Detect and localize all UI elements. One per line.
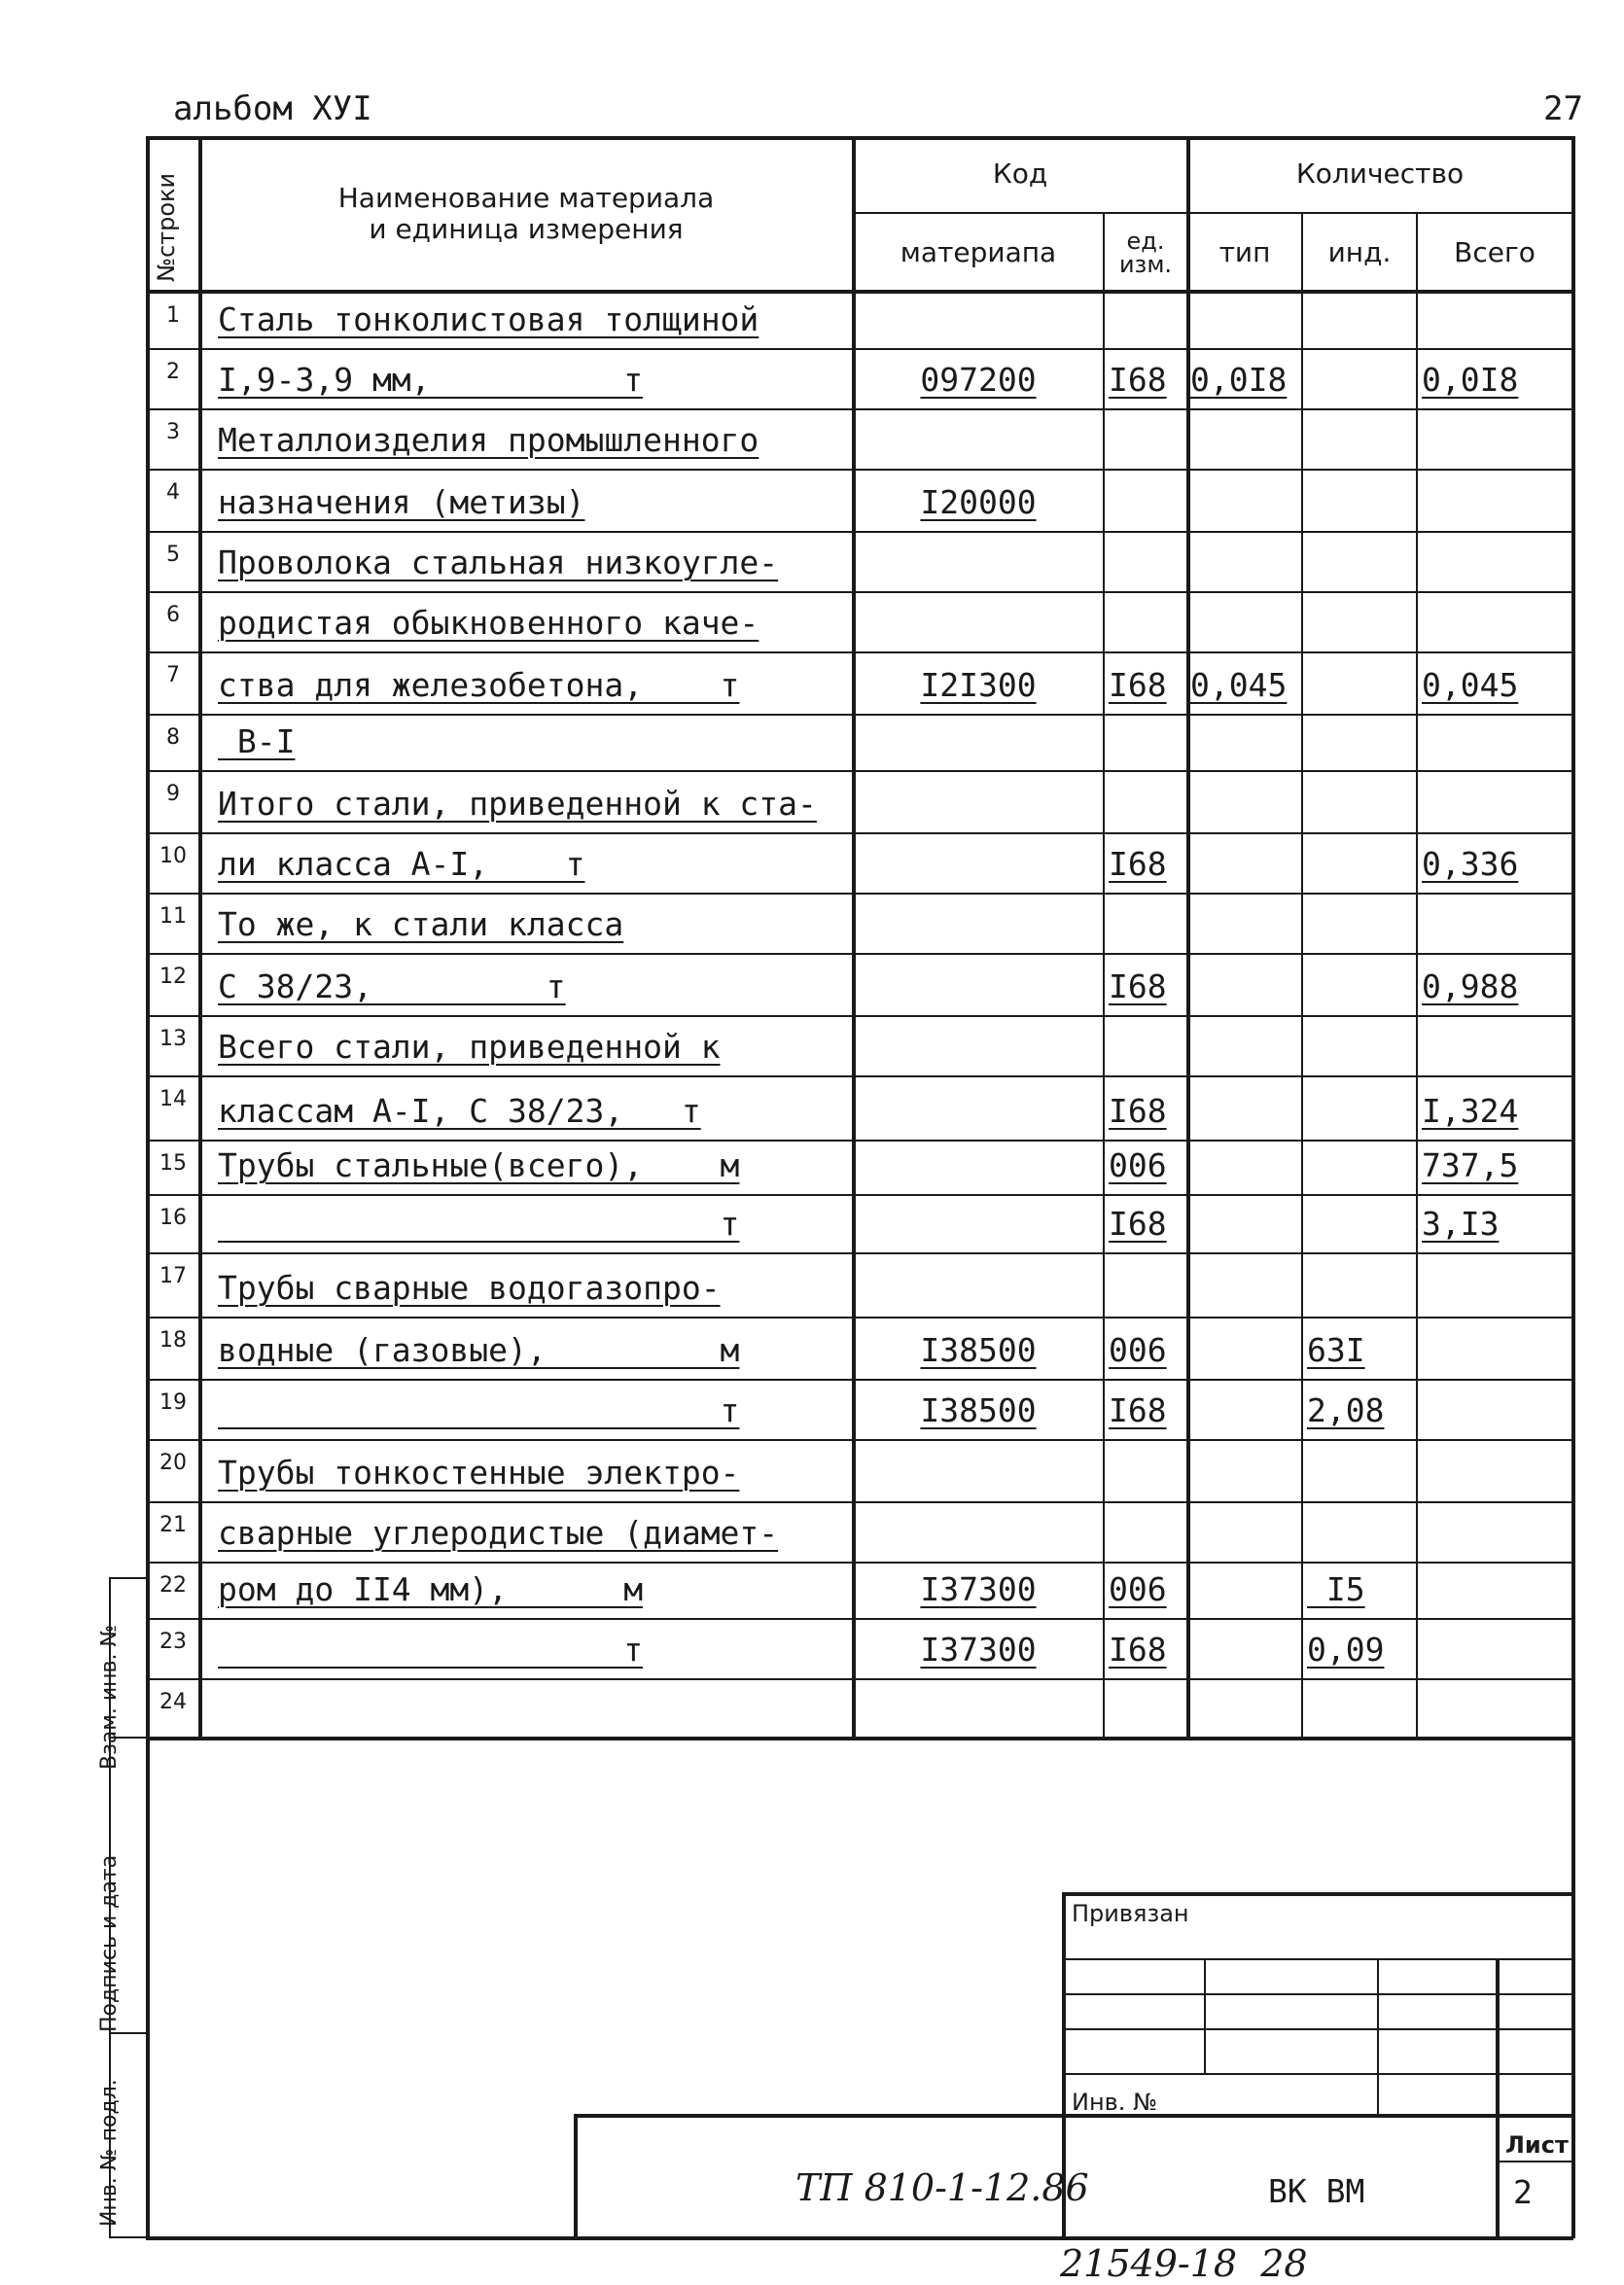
grid-line — [852, 136, 856, 1739]
table-row — [146, 832, 1573, 893]
grid-line — [146, 2236, 1573, 2240]
grid-line — [146, 408, 1573, 410]
table-row — [146, 408, 1573, 469]
header-code: Код — [992, 157, 1048, 190]
row-number: 13 — [159, 1027, 187, 1051]
grid-line — [146, 531, 1573, 533]
stamp-inv-no: Инв. № — [1072, 2089, 1158, 2116]
row-number: 11 — [159, 904, 187, 929]
header-unit: ед. изм. — [1118, 228, 1173, 278]
table-row — [146, 1439, 1573, 1501]
cell-total: 737,5 — [1422, 1146, 1519, 1184]
grid-line — [146, 136, 1573, 140]
grid-line — [1186, 136, 1190, 1739]
table-row — [146, 1379, 1573, 1439]
row-number: 5 — [166, 543, 180, 567]
cell-total: 3,I3 — [1422, 1205, 1500, 1243]
cell-name: ли класса А-I, т — [218, 845, 585, 883]
cell-unit: 006 — [1109, 1331, 1167, 1369]
grid-line — [146, 290, 1573, 294]
row-number: 2 — [166, 360, 180, 384]
cell-name: Проволока стальная низкоугле- — [218, 544, 779, 581]
cell-name: То же, к стали класса — [218, 905, 624, 943]
row-number: 20 — [159, 1451, 187, 1475]
grid-line — [146, 953, 1573, 955]
row-number: 21 — [159, 1513, 187, 1537]
cell-name: водные (газовые), м — [218, 1331, 740, 1369]
cell-unit: 006 — [1109, 1146, 1167, 1184]
cell-name: Металлоизделия промышленного — [218, 421, 759, 459]
grid-line — [109, 2236, 148, 2238]
grid-line — [146, 348, 1573, 350]
grid-line — [198, 136, 202, 1739]
table-row — [146, 292, 1573, 348]
cell-name: сварные углеродистые (диамет- — [218, 1514, 779, 1552]
cell-name: I,9-3,9 мм, т — [218, 361, 644, 399]
cell-code: 097200 — [920, 361, 1037, 399]
row-number: 7 — [166, 663, 180, 687]
grid-line — [1204, 1958, 1206, 2073]
header-total: Всего — [1454, 235, 1536, 268]
header-name: Наименование материала и единица измерения — [337, 181, 715, 245]
album-label: альбом ХУI — [173, 89, 372, 128]
table-row — [146, 348, 1573, 408]
table-row — [146, 591, 1573, 651]
cell-unit: I68 — [1109, 1092, 1167, 1130]
cell-name: т — [218, 1391, 740, 1429]
cell-total: 0,988 — [1422, 967, 1519, 1005]
stamp-list-value: 2 — [1513, 2173, 1533, 2211]
row-number: 24 — [159, 1690, 187, 1714]
grid-line — [146, 1562, 1573, 1564]
stamp-doc-code2: ВК ВМ — [1268, 2172, 1365, 2210]
table-row — [146, 469, 1573, 531]
grid-line — [146, 136, 150, 2238]
row-number: 9 — [166, 782, 180, 806]
row-number: 14 — [159, 1087, 187, 1111]
cell-ind: 63I — [1307, 1331, 1365, 1369]
row-number: 6 — [166, 603, 180, 627]
header-row-no: №строки — [153, 172, 180, 282]
grid-line — [146, 1194, 1573, 1196]
grid-line — [1377, 1958, 1379, 2114]
grid-line — [1103, 212, 1105, 1739]
table-row — [146, 953, 1573, 1015]
cell-unit: I68 — [1109, 845, 1167, 883]
row-number: 17 — [159, 1264, 187, 1288]
grid-line — [146, 1678, 1573, 1680]
grid-line — [146, 1140, 1573, 1142]
grid-line — [146, 1317, 1573, 1318]
side-podpis-label: Подпись и дата — [97, 1854, 122, 2032]
cell-ind: 2,08 — [1307, 1391, 1385, 1429]
grid-line — [146, 714, 1573, 716]
table-row — [146, 651, 1573, 714]
grid-line — [146, 1015, 1573, 1017]
cell-name: Трубы сварные водогазопро- — [218, 1269, 721, 1307]
bottom-archive-number: 21549-18 28 — [1060, 2242, 1308, 2285]
table-row — [146, 1140, 1573, 1194]
cell-name: Сталь тонколистовая толщиной — [218, 300, 759, 338]
table-row — [146, 1015, 1573, 1075]
row-number: 8 — [166, 725, 180, 750]
cell-total: 0,0I8 — [1422, 361, 1519, 399]
cell-unit: I68 — [1109, 666, 1167, 704]
cell-name: ром до II4 мм), м — [218, 1570, 644, 1608]
grid-line — [1496, 1958, 1500, 2236]
grid-line — [109, 2032, 148, 2034]
grid-line — [1416, 212, 1418, 1739]
grid-line — [146, 1439, 1573, 1441]
table-row — [146, 1075, 1573, 1140]
header-type: тип — [1218, 235, 1271, 268]
table-row — [146, 893, 1573, 953]
table-row — [146, 770, 1573, 832]
grid-line — [146, 1737, 1573, 1740]
cell-unit: I68 — [1109, 1205, 1167, 1243]
row-number: 18 — [159, 1328, 187, 1353]
header-qty: Количество — [1295, 157, 1465, 190]
grid-line — [146, 1252, 1573, 1254]
cell-name: родистая обыкновенного каче- — [218, 604, 759, 642]
row-number: 4 — [166, 480, 180, 505]
cell-total: I,324 — [1422, 1092, 1519, 1130]
row-number: 16 — [159, 1206, 187, 1230]
grid-line — [146, 1075, 1573, 1077]
cell-unit: I68 — [1109, 361, 1167, 399]
cell-name: т — [218, 1205, 740, 1243]
cell-unit: I68 — [1109, 1391, 1167, 1429]
table-row — [146, 1678, 1573, 1737]
grid-line — [146, 770, 1573, 772]
cell-unit: 006 — [1109, 1570, 1167, 1608]
side-inv-podl-label: Инв. № подл. — [97, 2079, 122, 2227]
row-number: 22 — [159, 1573, 187, 1598]
grid-line — [146, 591, 1573, 593]
grid-line — [146, 832, 1573, 834]
cell-name: Трубы стальные(всего), м — [218, 1146, 740, 1184]
cell-type: 0,0I8 — [1190, 361, 1288, 399]
cell-unit: I68 — [1109, 967, 1167, 1005]
cell-unit: I68 — [1109, 1631, 1167, 1669]
grid-line — [1301, 212, 1303, 1739]
cell-code: I37300 — [920, 1570, 1037, 1608]
stamp-privyazan: Привязан — [1072, 1900, 1189, 1927]
header-material: материапа — [900, 235, 1057, 268]
page-number: 27 — [1543, 89, 1583, 128]
cell-total: 0,336 — [1422, 845, 1519, 883]
cell-name: ства для железобетона, т — [218, 666, 740, 704]
row-number: 19 — [159, 1390, 187, 1415]
cell-code: I37300 — [920, 1631, 1037, 1669]
table-row — [146, 531, 1573, 591]
row-number: 23 — [159, 1630, 187, 1654]
cell-name: классам А-I, С 38/23, т — [218, 1092, 701, 1130]
header-ind: инд. — [1327, 235, 1392, 268]
grid-line — [146, 1618, 1573, 1620]
side-vzam-label: Взам. инв. № — [97, 1624, 122, 1770]
row-number: 10 — [159, 844, 187, 868]
grid-line — [146, 1501, 1573, 1503]
grid-line — [146, 651, 1573, 653]
table-row — [146, 1501, 1573, 1562]
cell-name: С 38/23, т — [218, 967, 566, 1005]
cell-name: Итого стали, приведенной к ста- — [218, 785, 817, 823]
table-row — [146, 1562, 1573, 1618]
grid-line — [1571, 136, 1575, 2238]
grid-line — [146, 469, 1573, 471]
cell-name: назначения (метизы) — [218, 483, 585, 521]
stamp-list-label: Лист — [1505, 2131, 1569, 2159]
stamp-doc-code: ТП 810-1-12.86 — [795, 2166, 1089, 2209]
cell-code: I38500 — [920, 1391, 1037, 1429]
cell-code: I38500 — [920, 1331, 1037, 1369]
cell-code: I20000 — [920, 483, 1037, 521]
grid-line — [854, 212, 1573, 214]
table-row — [146, 714, 1573, 770]
cell-code: I2I300 — [920, 666, 1037, 704]
grid-line — [109, 1577, 148, 1579]
table-row — [146, 1618, 1573, 1678]
table-row — [146, 1252, 1573, 1317]
grid-line — [146, 1379, 1573, 1381]
grid-line — [1496, 2161, 1573, 2162]
row-number: 15 — [159, 1151, 187, 1176]
row-number: 1 — [166, 303, 180, 328]
specification-sheet — [97, 136, 1573, 2238]
cell-name: Трубы тонкостенные электро- — [218, 1454, 740, 1492]
cell-ind: I5 — [1307, 1570, 1365, 1608]
grid-line — [146, 893, 1573, 895]
cell-ind: 0,09 — [1307, 1631, 1385, 1669]
row-number: 12 — [159, 965, 187, 989]
cell-name: Всего стали, приведенной к — [218, 1028, 721, 1066]
table-row — [146, 1194, 1573, 1252]
grid-line — [1062, 1892, 1573, 1896]
cell-name: т — [218, 1631, 644, 1669]
cell-name: В-I — [218, 722, 296, 760]
table-row — [146, 1317, 1573, 1379]
row-number: 3 — [166, 420, 180, 444]
grid-line — [574, 2114, 578, 2236]
cell-total: 0,045 — [1422, 666, 1519, 704]
cell-type: 0,045 — [1190, 666, 1288, 704]
